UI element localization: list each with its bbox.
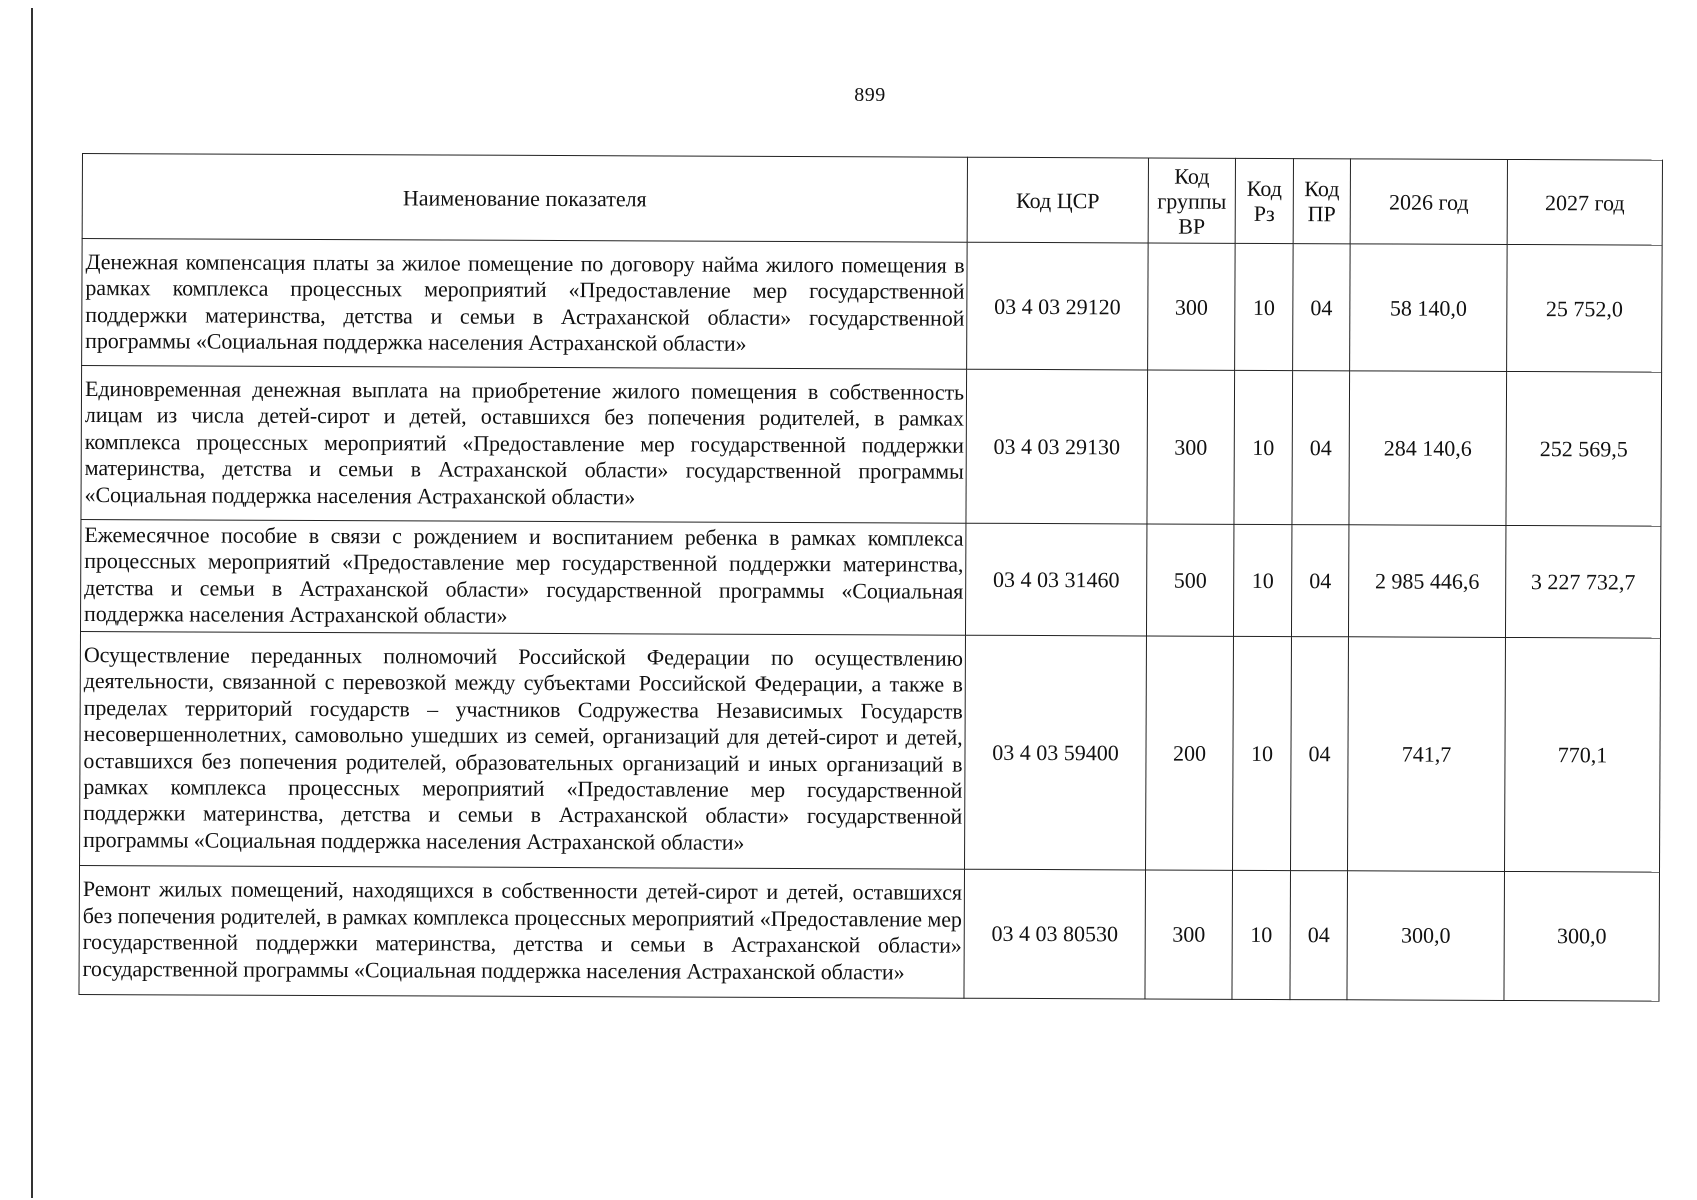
row-pr-code: 04 bbox=[1293, 244, 1351, 371]
table-row bbox=[82, 239, 1663, 373]
page-number: 899 bbox=[854, 84, 886, 106]
row-amount-2026: 58 140,0 bbox=[1350, 244, 1508, 372]
row-pr-code: 04 bbox=[1290, 870, 1348, 999]
row-vr-code: 200 bbox=[1146, 636, 1234, 870]
table-row bbox=[81, 366, 1662, 527]
table-row bbox=[80, 631, 1661, 872]
row-vr-code: 300 bbox=[1147, 370, 1235, 524]
row-csr-code: 03 4 03 29130 bbox=[966, 369, 1148, 524]
row-rz-code: 10 bbox=[1235, 243, 1294, 370]
row-amount-2026: 284 140,6 bbox=[1349, 371, 1507, 526]
row-csr-code: 03 4 03 59400 bbox=[965, 635, 1147, 870]
row-name: Единовременная денежная выплата на приобретение жилого помещения в собственность лицам из числа детей-сирот и детей, оставшихся без попечения родителей, в рамках комплекса процессных мероприятий «Предоставление мер государственной поддержки материнства, детства и семьи в Астраханской области» государственной программы «Социальная поддержка населения Астраханской области» bbox=[81, 366, 967, 524]
row-pr-code: 04 bbox=[1291, 636, 1349, 870]
table-row bbox=[80, 519, 1660, 637]
row-rz-code: 10 bbox=[1233, 636, 1292, 870]
row-pr-code: 04 bbox=[1292, 371, 1350, 525]
row-rz-code: 10 bbox=[1233, 524, 1291, 636]
header-rz-code: Код Рз bbox=[1235, 158, 1293, 243]
table-row bbox=[79, 865, 1660, 1001]
row-amount-2027: 252 569,5 bbox=[1506, 371, 1662, 526]
row-csr-code: 03 4 03 31460 bbox=[965, 523, 1146, 635]
row-csr-code: 03 4 03 29120 bbox=[967, 242, 1149, 370]
budget-table bbox=[78, 153, 1663, 1001]
row-rz-code: 10 bbox=[1232, 870, 1291, 999]
row-name: Осуществление переданных полномочий Российской Федерации по осуществлению деятельности, связанной с перевозкой между субъектами Российской Федерации, а также в пределах территорий государств – участников Содружества Независимых Государств несовершеннолетних, самовольно ушедших из семей, организаций для детей-сирот и детей, оставшихся без попечения родителей, образовательных организаций и иных организаций в рамках комплекса процессных мероприятий «Предоставление мер государственной поддержки материнства, детства и семьи в Астраханской области» государственной программы «Социальная поддержка населения Астраханской области» bbox=[80, 631, 966, 869]
row-vr-code: 500 bbox=[1146, 524, 1233, 636]
table-header-row bbox=[82, 154, 1662, 246]
header-pr-code: Код ПР bbox=[1293, 159, 1350, 244]
row-amount-2026: 2 985 446,6 bbox=[1348, 525, 1505, 637]
header-csr-code: Код ЦСР bbox=[967, 157, 1148, 243]
row-name: Ежемесячное пособие в связи с рождением и воспитанием ребенка в рамках комплекса процессных мероприятий «Предоставление мер государственной поддержки материнства, детства и семьи в Астраханской области» государственной программы «Социальная поддержка населения Астраханской области» bbox=[80, 519, 965, 634]
row-amount-2027: 3 227 732,7 bbox=[1505, 525, 1660, 637]
row-amount-2027: 770,1 bbox=[1505, 637, 1661, 872]
header-name: Наименование показателя bbox=[82, 154, 967, 243]
header-year-2026: 2026 год bbox=[1350, 159, 1507, 245]
row-vr-code: 300 bbox=[1145, 870, 1233, 999]
row-rz-code: 10 bbox=[1234, 370, 1293, 524]
header-year-2027: 2027 год bbox=[1507, 159, 1662, 245]
row-vr-code: 300 bbox=[1148, 243, 1236, 370]
row-name: Ремонт жилых помещений, находящихся в собственности детей-сирот и детей, оставшихся без попечения родителей, в рамках комплекса процессных мероприятий «Предоставление мер государственной поддержки материнства, детства и семьи в Астраханской области» государственной программы «Социальная поддержка населения Астраханской области» bbox=[79, 865, 965, 998]
row-amount-2027: 300,0 bbox=[1504, 871, 1660, 1001]
row-amount-2027: 25 752,0 bbox=[1507, 244, 1663, 372]
row-amount-2026: 300,0 bbox=[1347, 870, 1505, 1000]
header-vr-code: Код группы ВР bbox=[1148, 158, 1235, 243]
row-pr-code: 04 bbox=[1291, 525, 1348, 637]
scan-edge-line bbox=[31, 8, 33, 1198]
row-name: Денежная компенсация платы за жилое помещение по договору найма жилого помещения в рамках комплекса процессных мероприятий «Предоставление мер государственной поддержки материнства, детства и семьи в Астраханской области» государственной программы «Социальная поддержка населения Астраханской области» bbox=[82, 239, 968, 370]
row-amount-2026: 741,7 bbox=[1348, 636, 1506, 871]
row-csr-code: 03 4 03 80530 bbox=[964, 869, 1146, 999]
